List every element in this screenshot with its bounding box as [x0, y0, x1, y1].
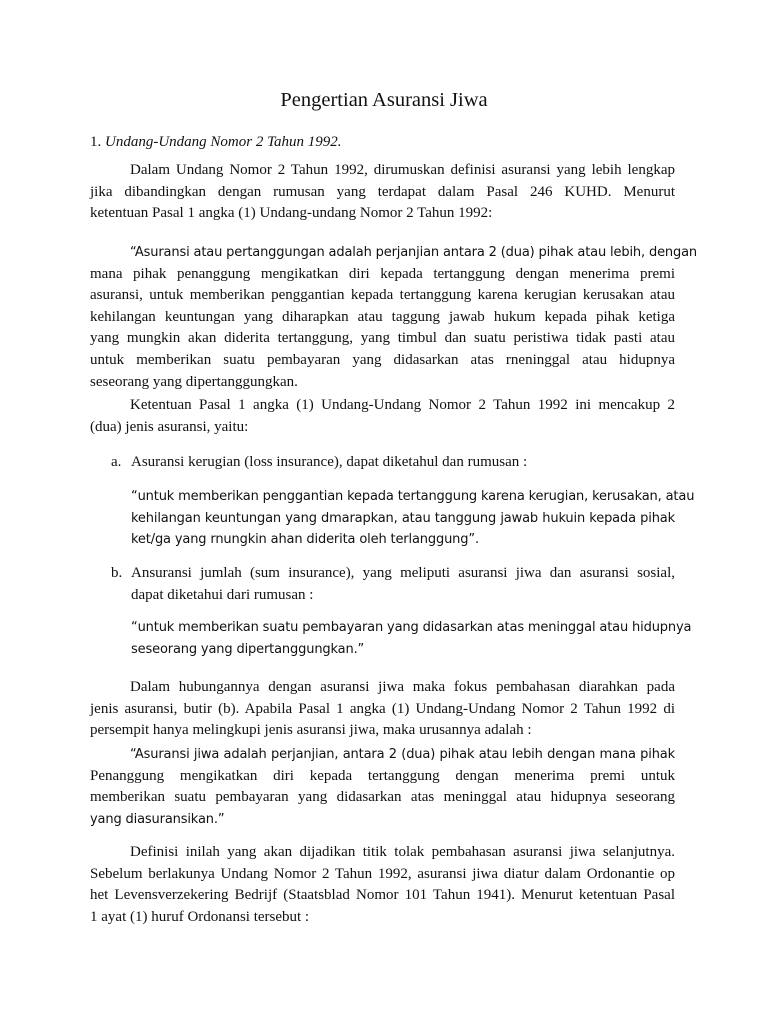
quote-line: seseorang yang dipertanggungkan.”: [131, 641, 365, 657]
quote-line: mana pihak penanggung mengikatkan diri kepada tertanggung dengan menerima premi: [90, 265, 675, 282]
paragraph-line: Ketentuan Pasal 1 angka (1) Undang-Undang Nomor 2 Tahun 1992 ini mencakup 2: [130, 397, 675, 413]
paragraph-line: persempit hanya melingkupi jenis asuransi jiwa, maka urusannya adalah :: [90, 722, 532, 739]
quote-line: yang diasuransikan.”: [90, 811, 225, 827]
quote-line: untuk memberikan suatu pembayaran yang didasarkan atas rneninggal atau hidupnya: [90, 351, 675, 368]
paragraph-line: (dua) jenis asuransi, yaitu:: [90, 418, 249, 435]
paragraph-2: [90, 395, 675, 438]
quote-line: asuransi, untuk memberikan penggantian kepada tertanggung karena kerugian kerusakan atau: [90, 287, 675, 304]
quote-line: Penanggung mengikatkan diri kepada tertanggung dengan menerima premi untuk: [90, 767, 675, 784]
paragraph-1: [90, 160, 675, 225]
paragraph-line: Definisi inilah yang akan dijadikan titik tolak pembahasan asuransi jiwa selanjutnya.: [130, 844, 675, 860]
paragraph-line: jika dibandingkan dengan rumusan yang terdapat dalam Pasal 246 KUHD. Menurut: [90, 183, 675, 200]
paragraph-line: het Levensverzekering Bedrijf (Staatsblad Nomor 101 Tahun 1941). Menurut ketentuan Pasal: [90, 887, 675, 904]
quote-line: kehilangan keuntungan yang diharapkan atau taggung jawab hukum kepada pihak ketiga: [90, 308, 675, 325]
paragraph-3: [90, 677, 675, 742]
quote-line: ket/ga yang rnungkin ahan diderita oleh terlanggung”.: [131, 532, 479, 548]
document-title: Pengertian Asuransi Jiwa: [280, 89, 488, 111]
list-label-a: a.: [111, 454, 122, 470]
quote-2: [90, 744, 675, 830]
list-item-text: Asuransi kerugian (loss insurance), dapat diketahul dan rumusan :: [131, 454, 528, 470]
list-item-a: [131, 452, 675, 474]
quote-line: memberikan suatu pembayaran yang didasarkan atas meninggal atau hidupnya seseorang: [90, 789, 675, 806]
list-item-text: Ansuransi jumlah (sum insurance), yang meliputi asuransi jiwa dan asuransi sosial,: [131, 565, 675, 581]
quote-line: yang mungkin akan diderita tertanggung, yang timbul dan suatu peristiwa tidak pasti atau: [90, 330, 675, 347]
section-name: Undang-Undang Nomor 2 Tahun 1992.: [105, 134, 342, 150]
list-item-b: [131, 563, 675, 606]
quote-line: “untuk memberikan suatu pembayaran yang didasarkan atas meninggal atau hidupnya: [131, 620, 692, 635]
quote-1: [90, 242, 698, 393]
quote-line: kehilangan keuntungan yang dmarapkan, atau tanggung jawab hukuin kepada pihak: [131, 510, 675, 526]
list-item-text: dapat diketahui dari rumusan :: [131, 586, 314, 603]
paragraph-line: jenis asuransi, butir (b). Apabila Pasal 1 angka (1) Undang-Undang Nomor 2 Tahun 1992 di: [90, 700, 675, 717]
section-heading: [90, 130, 342, 154]
paragraph-line: ketentuan Pasal 1 angka (1) Undang-undang Nomor 2 Tahun 1992:: [90, 205, 493, 222]
paragraph-line: Dalam Undang Nomor 2 Tahun 1992, dirumuskan definisi asuransi yang lebih lengkap: [130, 162, 675, 178]
section-number: 1.: [90, 134, 102, 150]
paragraph-line: 1 ayat (1) huruf Ordonansi tersebut :: [90, 908, 310, 925]
quote-line: “untuk memberikan penggantian kepada tertanggung karena kerugian, kerusakan, atau: [131, 489, 695, 504]
paragraph-line: Sebelum berlakunya Undang Nomor 2 Tahun 1992, asuransi jiwa diatur dalam Ordonantie op: [90, 865, 675, 882]
quote-line: seseorang yang dipertanggungkan.: [90, 373, 298, 390]
quote-b: [131, 617, 692, 660]
quote-a: [131, 486, 695, 551]
paragraph-4: [90, 842, 675, 928]
paragraph-line: Dalam hubungannya dengan asuransi jiwa maka fokus pembahasan diarahkan pada: [130, 679, 675, 695]
quote-line: “Asuransi atau pertanggungan adalah perjanjian antara 2 (dua) pihak atau lebih, dengan: [130, 245, 698, 260]
list-label-b: b.: [111, 565, 123, 581]
quote-line: “Asuransi jiwa adalah perjanjian, antara 2 (dua) pihak atau lebih dengan mana pihak: [130, 747, 675, 762]
